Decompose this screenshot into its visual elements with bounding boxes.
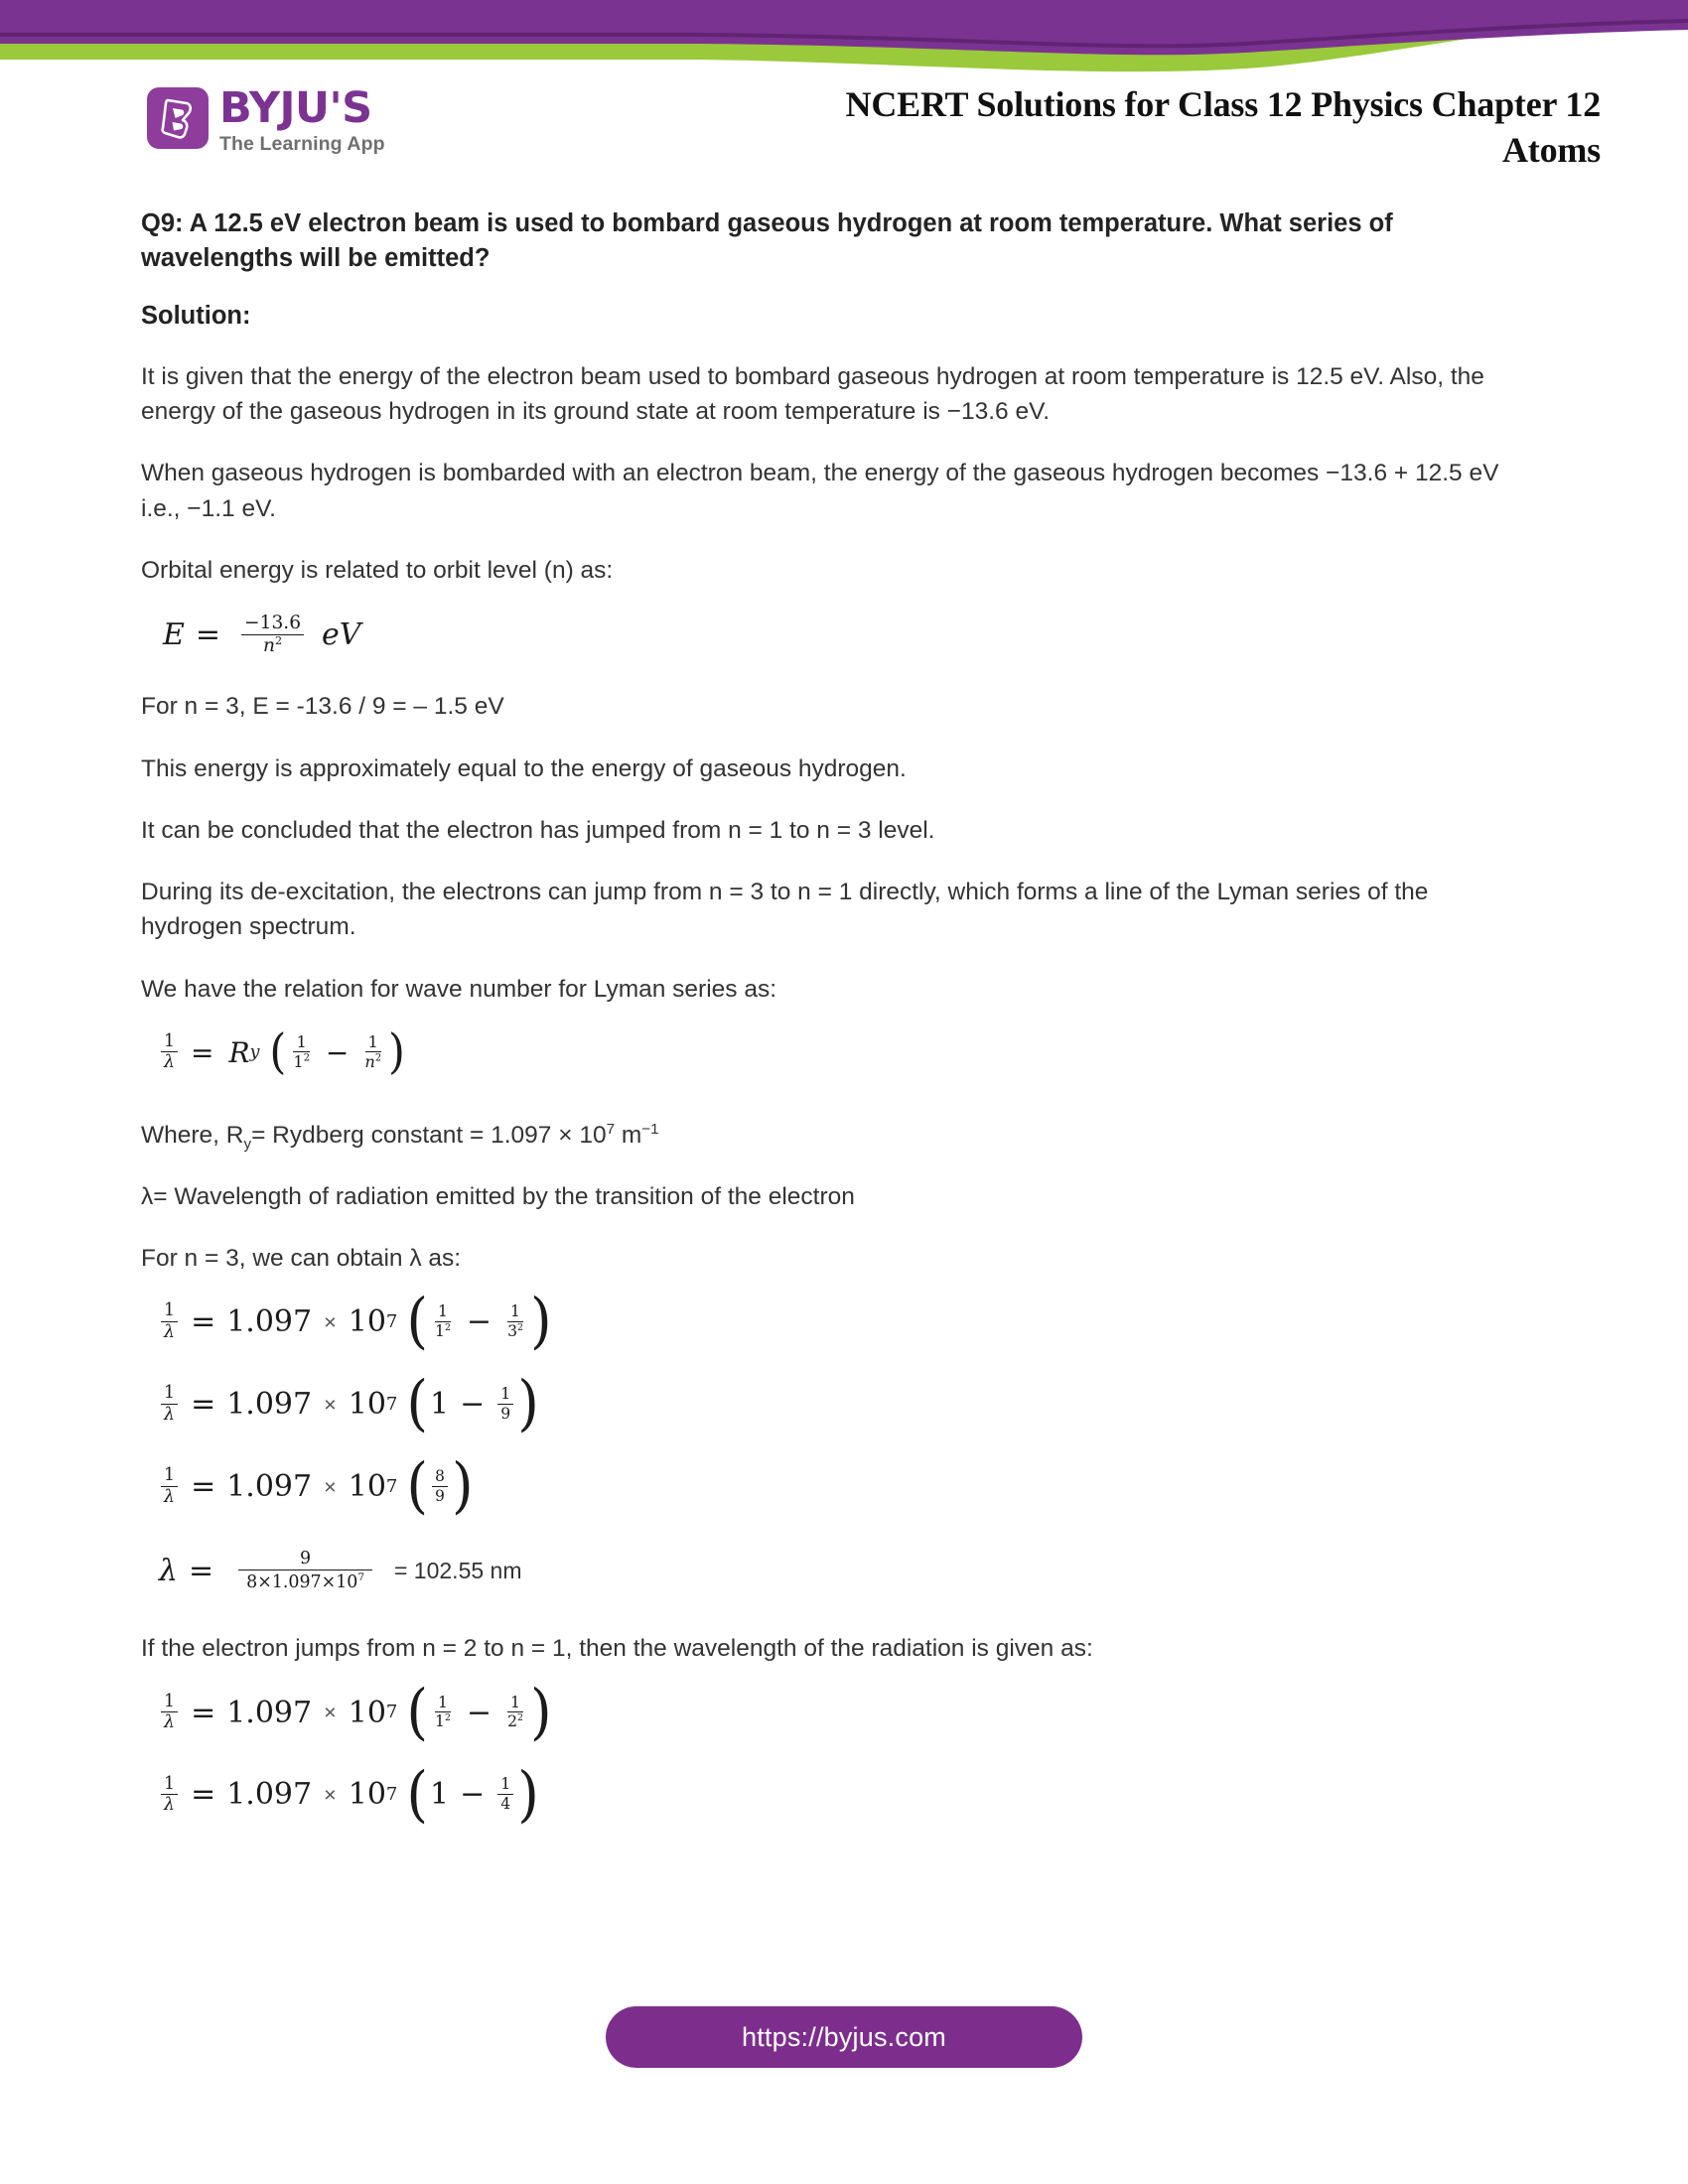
eq-n3b-equals: = [191,1387,216,1423]
paragraph-n3-energy: For n = 3, E = -13.6 / 9 = – 1.5 eV [141,693,504,721]
eq-lambda-equals: = [189,1553,214,1588]
question-heading: Q9: A 12.5 eV electron beam is used to bombard gaseous hydrogen at room temperature. What series of wavelengths will be emitted? [141,209,1393,272]
eq-n2b-coefficient: 1.097 [226,1777,313,1813]
eq-lambda-result-value: = 102.55 nm [393,1557,522,1583]
paragraph-lambda-definition: λ= Wavelength of radiation emitted by the transition of the electron [141,1182,855,1210]
eq-n2b-frac-den: 4 [500,1794,511,1813]
eq-lambda-denominator [238,1570,372,1591]
eq-lyman-open-paren: ( [269,1024,287,1080]
eq-n2a-t2-den-base: 2 [507,1712,517,1731]
eq-lyman-term1 [290,1034,313,1070]
eq-n3b-times: × [324,1391,337,1417]
eq-energy-den-base: n [262,634,275,656]
eq-n3b-open-paren: ( [406,1367,429,1439]
eq-n2b-minus: − [460,1777,486,1813]
eq-n3a-t1-num: 1 [435,1304,451,1322]
eq-n2a-term2 [504,1693,526,1731]
eq-n2b-one: 1 [430,1777,450,1813]
eq-energy-fraction [241,614,304,655]
eq-lambda-lhs: λ [159,1553,179,1588]
eq-n3c-lhs-fraction [161,1467,178,1506]
eq-lyman-lhs-fraction [161,1030,178,1073]
eq-n3c-lhs-den: λ [164,1486,176,1507]
eq-energy-equals: = [195,617,221,653]
eq-n2a-minus: − [466,1695,492,1730]
equation-n2-step1: $\frac{1}{\lambda}$ = 1.097 × 10 7 ( $\frac{1}{1^2}$ − $\frac{1}{2^2}$ ) [159,1694,1551,1732]
eq-n3a-lhs-fraction [161,1302,178,1341]
eq-n3b-close-paren: ) [517,1367,539,1439]
eq-lambda-den-a: 8 [246,1572,258,1593]
rydberg-subscript: y [243,1135,252,1153]
eq-n2b-open-paren: ( [406,1758,429,1830]
eq-energy-lhs: E [163,617,185,653]
byjus-logo-mark-icon [147,87,209,149]
eq-lyman-lhs-den: λ [164,1052,176,1073]
equation-n3-step3: $\frac{1}{\lambda}$ = 1.097 × 10 7 ( $\frac{8}{9}$ ) [159,1467,1551,1506]
eq-n3a-times: × [324,1308,337,1334]
eq-n3b-frac-num: 1 [497,1387,513,1405]
eq-n2a-coefficient: 1.097 [226,1695,313,1730]
paragraph-deexcitation: During its de-excitation, the electrons can jump from n = 3 to n = 1 directly, which forms a line of the Lyman series of the hydrogen spectrum. [141,879,1429,941]
eq-lyman-lhs-num: 1 [161,1033,178,1052]
eq-n2b-fraction [497,1777,513,1812]
eq-n3c-base: 10 [348,1469,386,1504]
eq-n2b-close-paren: ) [517,1758,539,1830]
logo-wordmark: BYJU'S [219,83,372,133]
eq-lyman-t2-den-base: n [364,1052,375,1072]
eq-lambda-den-times-1: × [257,1572,272,1593]
rydberg-unit: m [615,1121,642,1149]
eq-n3b-lhs-den: λ [164,1404,176,1425]
eq-n2b-frac-num: 1 [497,1777,513,1795]
eq-n3a-t2-den-base: 3 [507,1321,517,1340]
eq-n3c-times: × [324,1473,337,1499]
eq-n3a-term2 [504,1304,526,1339]
eq-n3a-t1-den [432,1322,454,1340]
eq-n3b-frac-den: 9 [500,1404,511,1423]
solution-body [141,206,1551,1857]
eq-n2a-lhs-den: λ [164,1712,176,1733]
eq-n3a-lhs-num: 1 [161,1302,178,1321]
eq-n3a-close-paren: ) [529,1286,552,1357]
eq-n2a-t1-den-exp: 2 [444,1711,451,1723]
eq-n3a-t1-den-exp: 2 [444,1321,451,1333]
eq-n2a-equals: = [191,1695,216,1730]
eq-energy-den-exp: 2 [274,633,283,647]
eq-n3c-equals: = [191,1469,216,1504]
header-decoration [0,0,1688,89]
eq-n2a-t1-num: 1 [435,1696,451,1713]
eq-n2a-t2-num: 1 [507,1696,523,1713]
eq-lambda-fraction [238,1550,372,1592]
eq-lyman-t1-den-base: 1 [293,1052,304,1072]
eq-n3c-lhs-num: 1 [161,1467,178,1486]
eq-n3a-equals: = [191,1304,216,1340]
eq-n2b-equals: = [191,1777,216,1813]
paragraph-n2-to-n1: If the electron jumps from n = 2 to n = 1, then the wavelength of the radiation is given as: [141,1635,1093,1663]
eq-n3b-one: 1 [430,1387,450,1423]
paragraph-approx-equal: This energy is approximately equal to the energy of gaseous hydrogen. [141,754,907,782]
eq-n3a-t2-den-exp: 2 [516,1321,523,1333]
eq-n3c-frac-num: 8 [432,1469,448,1487]
eq-n3b-coefficient: 1.097 [226,1387,313,1423]
eq-lyman-term2 [361,1034,384,1070]
eq-lyman-t2-den-exp: 2 [374,1052,382,1064]
rydberg-unit-exponent: −1 [641,1120,659,1138]
eq-n2a-base: 10 [348,1695,386,1730]
eq-n2a-times: × [324,1700,337,1725]
eq-lyman-t1-den [290,1052,313,1070]
page-title [508,81,1601,173]
eq-energy-numerator: −13.6 [241,614,304,635]
eq-n3a-open-paren: ( [406,1286,429,1357]
eq-n2a-t1-den-base: 1 [435,1712,445,1731]
rydberg-prefix: Where, R [141,1121,244,1149]
eq-n2a-t1-den [432,1712,454,1730]
eq-lyman-equals: = [191,1035,214,1069]
equation-n2-step2: $\frac{1}{\lambda}$ = 1.097 × 10 7 ( 1 − $\frac{1}{4}$ ) [159,1776,1551,1815]
eq-n2a-lhs-num: 1 [161,1694,178,1712]
eq-n3a-t2-den [504,1322,526,1340]
eq-lyman-t2-den [361,1052,384,1070]
eq-n3b-lhs-num: 1 [161,1385,178,1404]
eq-n2a-close-paren: ) [529,1676,552,1747]
paragraph-lyman-relation-intro: We have the relation for wave number for Lyman series as: [141,975,777,1003]
eq-n3b-fraction [497,1387,513,1422]
eq-n3b-base: 10 [348,1387,386,1423]
eq-lambda-numerator: 9 [238,1550,372,1570]
eq-n3a-t1-den-base: 1 [435,1321,445,1340]
equation-n3-step1: $\frac{1}{\lambda}$ = 1.097 × 10 7 ( $\frac{1}{1^2}$ − $\frac{1}{3^2}$ ) [159,1302,1551,1341]
equation-orbital-energy [163,614,1551,655]
eq-n2a-t2-den [504,1712,526,1730]
equation-lyman-wavenumber: $\frac{1}{\lambda}$ = R y ( $\frac{1}{1^2}$ − $\frac{1}{n^2}$ ) [159,1033,1551,1072]
solution-label: Solution: [141,302,251,331]
rydberg-exponent: 7 [606,1120,616,1138]
eq-n2b-base: 10 [348,1777,386,1813]
eq-n2b-lhs-num: 1 [161,1776,178,1795]
page-title-line-2: Atoms [1502,130,1601,171]
eq-n3a-t2-num: 1 [507,1304,523,1322]
eq-n2a-lhs-fraction [161,1691,178,1733]
eq-n2a-term1 [432,1693,454,1731]
eq-n3a-base: 10 [348,1304,386,1340]
page-title-line-1: NCERT Solutions for Class 12 Physics Chapter 12 [845,84,1601,124]
eq-n3b-lhs-fraction [161,1385,178,1424]
eq-energy-denominator [260,635,285,656]
eq-lyman-t2-num: 1 [365,1034,381,1052]
footer-website-link[interactable]: https://byjus.com [606,2006,1082,2068]
eq-lambda-den-exp: 7 [357,1571,364,1584]
eq-n3c-fraction [432,1466,448,1505]
equation-n3-step2: $\frac{1}{\lambda}$ = 1.097 × 10 7 ( 1 − $\frac{1}{9}$ ) [159,1385,1551,1424]
eq-n3b-minus: − [460,1387,486,1423]
eq-n2b-lhs-fraction [161,1773,178,1815]
rydberg-rest: = Rydberg constant = 1.097 × 10 [251,1121,607,1149]
eq-n3a-lhs-den: λ [164,1321,176,1342]
paragraph-bombard-energy: When gaseous hydrogen is bombarded with an electron beam, the energy of the gaseous hydrogen becomes −13.6 + 12.5 eV i.e., −1.1 eV. [141,460,1499,522]
eq-n2b-lhs-den: λ [164,1794,176,1815]
paragraph-n3-obtain-lambda: For n = 3, we can obtain λ as: [141,1245,462,1273]
eq-n3c-close-paren: ) [451,1449,474,1522]
eq-n3c-coefficient: 1.097 [226,1469,313,1504]
equation-lambda-result [159,1550,1551,1592]
eq-lyman-rydberg: R [228,1035,250,1069]
eq-n3c-open-paren: ( [406,1449,429,1522]
paragraph-jump-conclusion: It can be concluded that the electron has jumped from n = 1 to n = 3 level. [141,816,935,844]
byjus-logo[interactable] [147,83,385,156]
eq-lyman-t1-den-exp: 2 [303,1052,310,1064]
eq-n2a-open-paren: ( [406,1676,429,1747]
eq-n3a-term1 [432,1304,454,1339]
eq-lyman-t1-num: 1 [293,1034,309,1052]
eq-lambda-den-b: 1.097 [271,1572,322,1593]
eq-n2b-times: × [324,1781,337,1807]
eq-lyman-close-paren: ) [388,1024,405,1080]
paragraph-orbital-energy-intro: Orbital energy is related to orbit level (n) as: [141,556,614,584]
eq-n3a-minus: − [466,1304,492,1340]
logo-tagline: The Learning App [219,132,385,155]
eq-n3a-coefficient: 1.097 [226,1304,313,1340]
eq-n2a-t2-den-exp: 2 [516,1711,523,1723]
eq-lyman-minus: − [325,1035,350,1069]
eq-lambda-den-times-2: × [321,1572,337,1593]
eq-n3c-frac-den: 9 [435,1486,445,1505]
paragraph-given-energy: It is given that the energy of the electron beam used to bombard gaseous hydrogen at room temperature is 12.5 eV. Also, the energy of the gaseous hydrogen in its ground state at room temperature is −13.6 eV. [141,362,1484,426]
paragraph-rydberg-constant [141,1118,1531,1153]
eq-energy-unit: eV [322,617,361,653]
eq-lambda-den-base: 10 [336,1572,358,1593]
